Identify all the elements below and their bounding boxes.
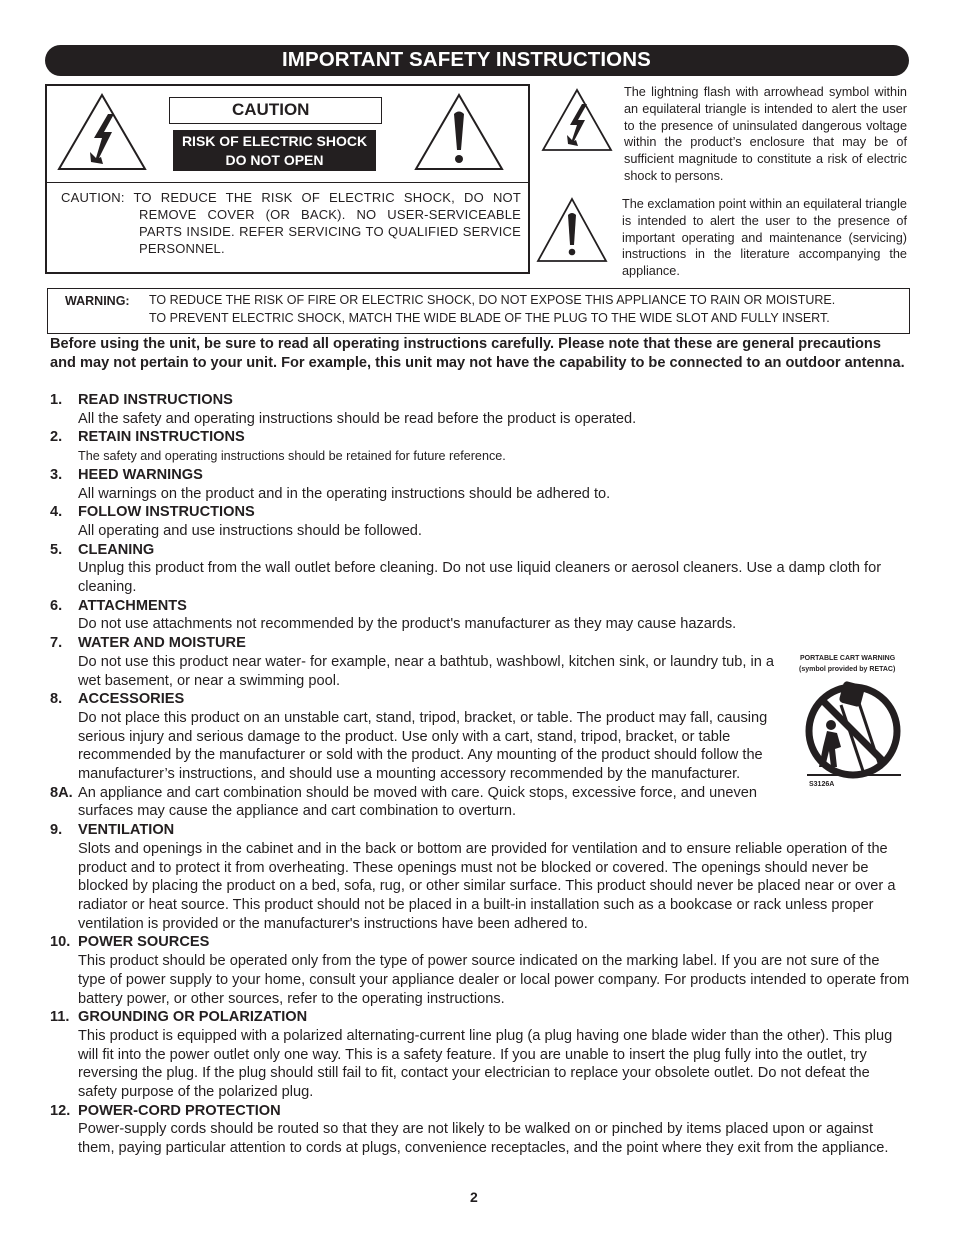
- caution-label: CAUTION: [169, 97, 382, 124]
- cart-warning-title: PORTABLE CART WARNING: [800, 655, 896, 662]
- list-item: [50, 933, 910, 1008]
- item-number: 11.: [50, 1009, 70, 1026]
- list-item: [50, 597, 910, 634]
- item-number: 10.: [50, 934, 71, 951]
- item-heading: GROUNDING OR POLARIZATION: [78, 1009, 308, 1026]
- warning-box: [47, 288, 910, 334]
- item-number: 6.: [50, 597, 63, 614]
- list-item: [50, 784, 910, 821]
- list-item: [50, 541, 910, 597]
- exclamation-symbol-icon: [536, 197, 608, 263]
- cart-warning-source: (symbol provided by RETAC): [799, 666, 896, 673]
- item-number: 9.: [50, 822, 63, 839]
- item-heading: WATER AND MOISTURE: [78, 635, 246, 652]
- list-item: [50, 690, 910, 784]
- list-item: [50, 428, 910, 465]
- intro-paragraph: Before using the unit, be sure to read all operating instructions carefully. Please note that these are general precautions and may not pertain to your unit. For example, this unit may not have the capability to be connected to an outdoor antenna.: [50, 336, 905, 371]
- item-number: 1.: [50, 392, 63, 408]
- cart-symbol-code: S3126A: [809, 781, 835, 788]
- item-body: All warnings on the product and in the operating instructions should be adhered to.: [78, 485, 611, 502]
- caution-box: [45, 84, 530, 274]
- exclamation-description: The exclamation point within an equilateral triangle is intended to alert the user to the presence of important operating and maintenance (servicing) instructions in the literature accompanying the appliance.: [622, 197, 907, 279]
- item-number: 4.: [50, 504, 63, 521]
- item-body: Do not place this product on an unstable cart, stand, tripod, bracket, or table. The product may fall, causing serious injury and serious damage to the product. Use only with a cart, stand, tripod, bracket, or table recommended by the manufacturer or sold with the product. Any mounting of the product should follow the manufacturer’s instructions, and should use a mounting accessory recommended by the manufacturer.: [78, 709, 768, 783]
- lightning-symbol-icon: [541, 88, 613, 152]
- item-body: This product should be operated only from the type of power source indicated on the marking label. If you are not sure of the type of power supply to your home, consult your appliance dealer or local power company. For products intended to operate from battery power, or other sources, refer to the operating instructions.: [78, 953, 910, 1007]
- item-number: 12.: [50, 1102, 71, 1119]
- item-body: All operating and use instructions should be followed.: [78, 522, 422, 539]
- lightning-description: The lightning flash with arrowhead symbol within an equilateral triangle is intended to alert the user to the presence of uninsulated dangerous voltage within the product’s enclosure that may be of sufficient magnitude to constitute a risk of electric shock to persons.: [624, 85, 907, 183]
- exclamation-triangle-icon: [413, 92, 505, 172]
- item-heading: CLEANING: [78, 541, 155, 558]
- item-heading: VENTILATION: [78, 822, 175, 839]
- portable-cart-warning: [797, 655, 909, 795]
- list-item: [50, 821, 910, 933]
- risk-line-2: DO NOT OPEN: [225, 152, 324, 168]
- list-item: [50, 503, 910, 540]
- item-heading: FOLLOW INSTRUCTIONS: [78, 504, 255, 521]
- risk-line-1: RISK OF ELECTRIC SHOCK: [181, 133, 368, 149]
- item-body: All the safety and operating instructions should be read before the product is operated.: [78, 410, 637, 427]
- caution-divider: [47, 182, 528, 183]
- item-body: An appliance and cart combination should be moved with care. Quick stops, excessive force, and uneven surfaces may cause the appliance and cart combination to overturn.: [78, 784, 757, 820]
- item-number: 8.: [50, 691, 63, 708]
- page-title: IMPORTANT SAFETY INSTRUCTIONS: [282, 48, 651, 71]
- title-bar: [45, 45, 909, 76]
- warning-text: [149, 292, 909, 327]
- item-number: 2.: [50, 429, 63, 446]
- item-body: Power-supply cords should be routed so that they are not likely to be walked on or pinched by items placed upon or against them, paying particular attention to cords at plugs, convenience receptacles, and the point where they exit from the appliance.: [78, 1121, 889, 1157]
- item-body: Unplug this product from the wall outlet before cleaning. Do not use liquid cleaners or aerosol cleaners. Use a damp cloth for cleaning.: [78, 560, 882, 596]
- page-number: 2: [470, 1189, 478, 1205]
- item-number: 7.: [50, 635, 63, 652]
- list-item: [50, 391, 910, 428]
- item-number: 3.: [50, 466, 63, 483]
- item-body: Slots and openings in the cabinet and in the back or bottom are provided for ventilation and to ensure reliable operation of the product and to protect it from overheating. These openings must not be blocked or covered. The openings should never be blocked by placing the product on a bed, sofa, rug, or other similar surface. This product should never be placed near or over a radiator or heat source. This product should not be placed in a built-in installation such as a bookcase or rack unless proper ventilation is provided or the manufacturer's instructions have been adhered to.: [78, 840, 896, 932]
- list-item: [50, 634, 910, 690]
- risk-of-shock-box: [173, 130, 376, 171]
- instruction-list: [50, 391, 910, 1158]
- item-heading: POWER SOURCES: [78, 934, 210, 951]
- item-number: 5.: [50, 541, 63, 558]
- item-heading: ACCESSORIES: [78, 691, 185, 708]
- list-item: [50, 466, 910, 503]
- item-body: Do not use attachments not recommended by the product's manufacturer as they may cause hazards.: [78, 616, 737, 633]
- item-heading: HEED WARNINGS: [78, 466, 203, 483]
- lightning-triangle-icon: [56, 92, 148, 172]
- item-heading: ATTACHMENTS: [78, 597, 187, 614]
- item-heading: READ INSTRUCTIONS: [78, 392, 233, 408]
- item-heading: RETAIN INSTRUCTIONS: [78, 429, 245, 446]
- item-body: The safety and operating instructions should be retained for future reference.: [78, 449, 506, 464]
- item-number: 8A.: [50, 784, 73, 801]
- item-heading: POWER-CORD PROTECTION: [78, 1102, 281, 1119]
- warning-line-2: TO PREVENT ELECTRIC SHOCK, MATCH THE WIDE BLADE OF THE PLUG TO THE WIDE SLOT AND FULLY INSERT.: [149, 310, 830, 325]
- warning-line-1: TO REDUCE THE RISK OF FIRE OR ELECTRIC SHOCK, DO NOT EXPOSE THIS APPLIANCE TO RAIN OR MOISTURE.: [149, 293, 836, 307]
- list-item: [50, 1008, 910, 1102]
- item-body: Do not use this product near water- for example, near a bathtub, washbowl, kitchen sink, or laundry tub, in a wet basement, or near a swimming pool.: [78, 653, 775, 689]
- warning-label: WARNING:: [65, 294, 130, 308]
- tipping-cart-icon: [797, 675, 909, 779]
- list-item: [50, 1102, 910, 1158]
- caution-text: CAUTION: TO REDUCE THE RISK OF ELECTRIC SHOCK, DO NOT REMOVE COVER (OR BACK). NO USER-SERVICEABLE PARTS INSIDE. REFER SERVICING TO QUALIFIED SERVICE PERSONNEL.: [61, 190, 521, 256]
- item-body: This product is equipped with a polarized alternating-current line plug (a plug having one blade wider than the other). This plug will fit into the power outlet only one way. This is a safety feature. If you are unable to insert the plug fully into the outlet, try reversing the plug. If the plug should still fail to fit, contact your electrician to replace your obsolete outlet. Do not defeat the safety purpose of the polarized plug.: [78, 1027, 893, 1101]
